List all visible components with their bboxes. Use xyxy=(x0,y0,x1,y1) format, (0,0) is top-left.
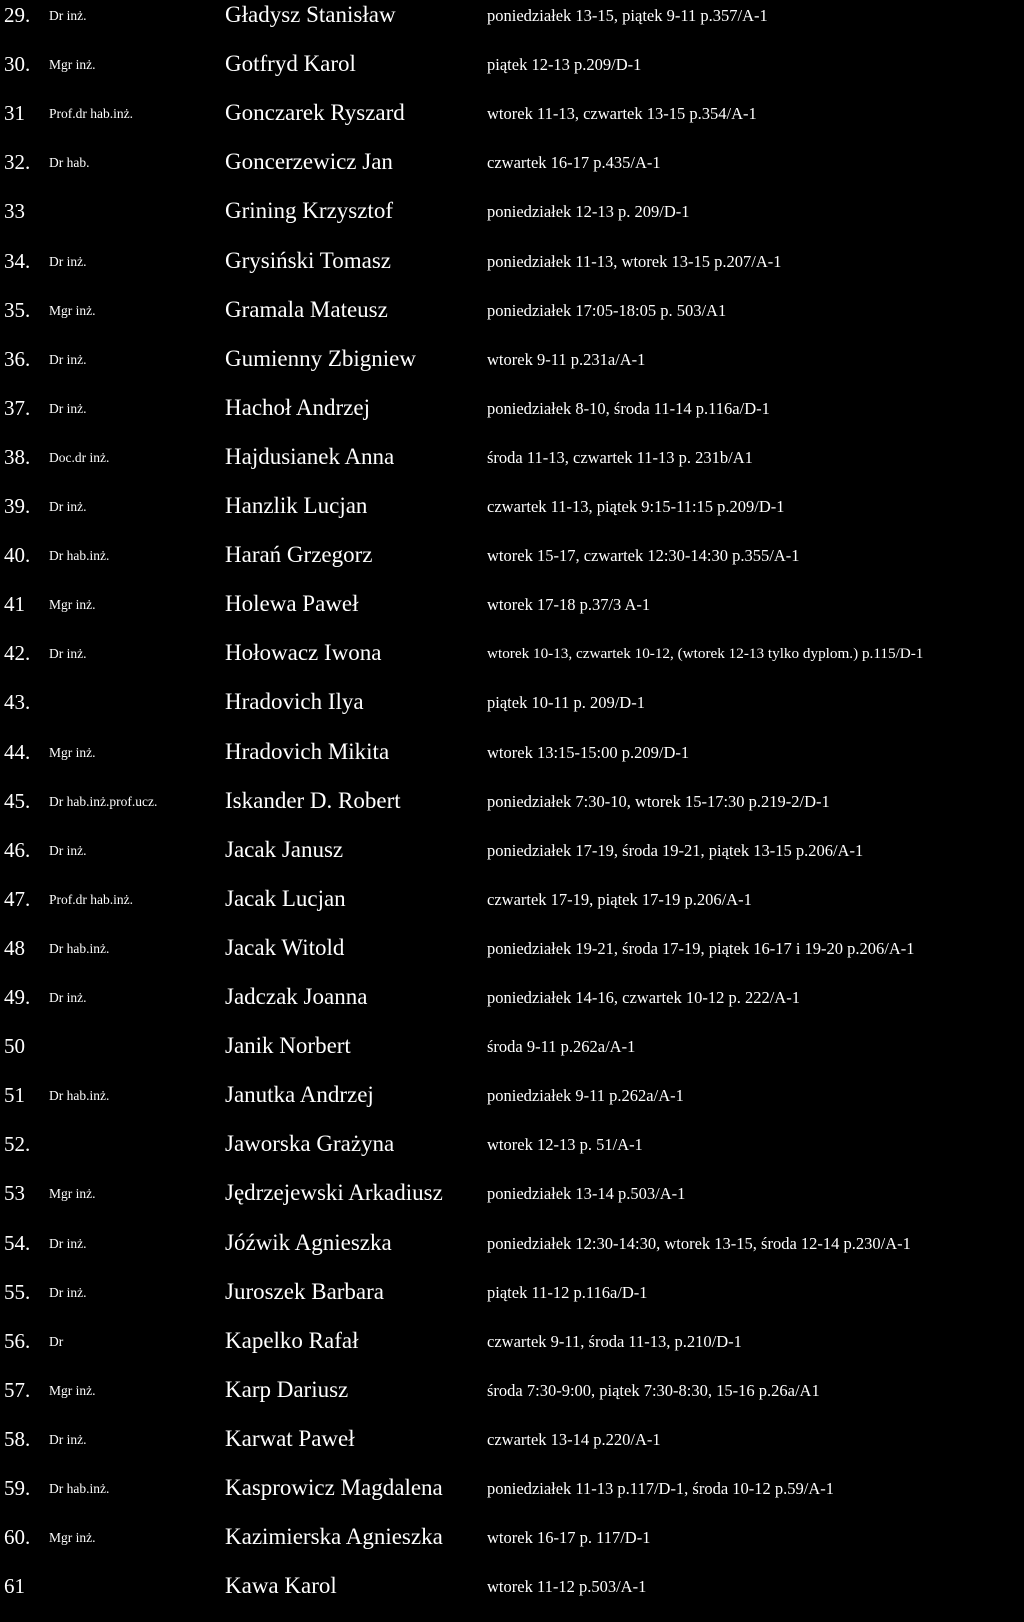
row-number: 46. xyxy=(4,837,31,862)
consultation-hours: poniedziałek 8-10, środa 11-14 p.116a/D-1 xyxy=(487,398,770,418)
consultation-hours: poniedziałek 7:30-10, wtorek 15-17:30 p.219-2/D-1 xyxy=(487,791,830,811)
table-row xyxy=(0,739,1024,787)
academic-title: Prof.dr hab.inż. xyxy=(49,106,133,122)
staff-name: Jacak Lucjan xyxy=(225,885,346,911)
staff-name: Iskander D. Robert xyxy=(225,787,401,813)
table-row xyxy=(0,689,1024,737)
row-number: 34. xyxy=(4,248,31,273)
staff-name: Grysiński Tomasz xyxy=(225,247,391,273)
staff-name: Hachoł Andrzej xyxy=(225,394,370,420)
consultation-hours: poniedziałek 11-13, wtorek 13-15 p.207/A-1 xyxy=(487,251,782,271)
consultation-hours: środa 11-13, czwartek 11-13 p. 231b/A1 xyxy=(487,447,753,467)
table-row xyxy=(0,51,1024,99)
table-row xyxy=(0,1180,1024,1228)
academic-title: Dr hab.inż.prof.ucz. xyxy=(49,793,158,809)
consultation-hours: czwartek 16-17 p.435/A-1 xyxy=(487,153,661,173)
table-row xyxy=(0,1328,1024,1376)
staff-name: Hradovich Mikita xyxy=(225,738,390,764)
table-row xyxy=(0,395,1024,443)
consultation-hours: wtorek 11-12 p.503/A-1 xyxy=(487,1577,647,1597)
academic-title: Dr inż. xyxy=(49,499,87,514)
staff-name: Karwat Paweł xyxy=(225,1425,355,1451)
row-number: 48 xyxy=(4,935,25,960)
consultation-hours: poniedziałek 17-19, środa 19-21, piątek 13-15 p.206/A-1 xyxy=(487,840,864,860)
consultation-hours: wtorek 10-13, czwartek 10-12, (wtorek 12-13 tylko dyplom.) p.115/D-1 xyxy=(487,645,924,663)
staff-name: Jacak Janusz xyxy=(225,836,344,862)
academic-title: Dr inż. xyxy=(49,1235,87,1251)
academic-title: Dr xyxy=(49,1333,64,1349)
consultation-hours: poniedziałek 9-11 p.262a/A-1 xyxy=(487,1086,684,1106)
row-number: 54. xyxy=(4,1230,31,1255)
academic-title: Mgr inż. xyxy=(49,57,96,73)
staff-name: Jóźwik Agnieszka xyxy=(225,1229,392,1255)
table-row xyxy=(0,297,1024,345)
table-row xyxy=(0,1033,1024,1081)
row-number: 57. xyxy=(4,1377,31,1402)
table-row xyxy=(0,886,1024,934)
table-row xyxy=(0,149,1024,197)
row-number: 51 xyxy=(4,1083,25,1108)
staff-name: Jacak Witold xyxy=(225,934,345,960)
table-row xyxy=(0,493,1024,541)
consultation-hours: poniedziałek 12-13 p. 209/D-1 xyxy=(487,202,690,222)
row-number: 60. xyxy=(4,1525,31,1550)
row-number: 42. xyxy=(4,641,31,666)
staff-name: Janutka Andrzej xyxy=(225,1082,374,1108)
academic-title: Dr inż. xyxy=(49,1284,87,1300)
academic-title: Mgr inż. xyxy=(49,744,96,760)
consultation-hours: poniedziałek 13-15, piątek 9-11 p.357/A-1 xyxy=(487,6,768,25)
row-number: 39. xyxy=(4,494,31,518)
academic-title: Dr inż. xyxy=(49,842,87,858)
staff-name: Jaworska Grażyna xyxy=(225,1131,395,1157)
staff-name: Gumienny Zbigniew xyxy=(225,345,416,371)
staff-name: Holewa Paweł xyxy=(225,591,359,617)
staff-name: Jędrzejewski Arkadiusz xyxy=(225,1180,443,1206)
table-row xyxy=(0,1230,1024,1278)
table-row xyxy=(0,935,1024,983)
consultation-hours: środa 7:30-9:00, piątek 7:30-8:30, 15-16 p.26a/A1 xyxy=(487,1380,820,1400)
table-row xyxy=(0,788,1024,836)
consultation-hours: piątek 11-12 p.116a/D-1 xyxy=(487,1282,648,1302)
academic-title: Dr hab.inż. xyxy=(49,940,110,956)
row-number: 55. xyxy=(4,1279,31,1304)
table-row xyxy=(0,198,1024,246)
consultation-hours: poniedziałek 12:30-14:30, wtorek 13-15, środa 12-14 p.230/A-1 xyxy=(487,1233,911,1253)
staff-name: Kapelko Rafał xyxy=(225,1327,359,1353)
table-row xyxy=(0,2,1024,50)
staff-name: Kazimierska Agnieszka xyxy=(225,1524,443,1550)
row-number: 35. xyxy=(4,297,31,322)
row-number: 40. xyxy=(4,543,31,568)
row-number: 30. xyxy=(4,52,31,77)
consultation-hours: wtorek 12-13 p. 51/A-1 xyxy=(487,1135,643,1155)
row-number: 33 xyxy=(4,199,25,224)
staff-name: Juroszek Barbara xyxy=(225,1278,385,1304)
row-number: 45. xyxy=(4,788,31,813)
table-row xyxy=(0,542,1024,590)
consultation-hours: wtorek 13:15-15:00 p.209/D-1 xyxy=(487,742,690,762)
table-row xyxy=(0,444,1024,492)
row-number: 44. xyxy=(4,739,31,764)
table-row xyxy=(0,1082,1024,1130)
table-row xyxy=(0,984,1024,1032)
row-number: 41 xyxy=(4,592,25,617)
row-number: 61 xyxy=(4,1574,25,1599)
consultation-hours: wtorek 15-17, czwartek 12:30-14:30 p.355/A-1 xyxy=(487,546,800,566)
consultation-hours: poniedziałek 19-21, środa 17-19, piątek 16-17 i 19-20 p.206/A-1 xyxy=(487,938,915,958)
table-row xyxy=(0,346,1024,394)
table-row xyxy=(0,1524,1024,1572)
table-row xyxy=(0,1131,1024,1179)
academic-title: Mgr inż. xyxy=(49,1530,96,1546)
academic-title: Dr inż. xyxy=(49,400,87,416)
row-number: 43. xyxy=(4,690,31,715)
consultation-hours: poniedziałek 13-14 p.503/A-1 xyxy=(487,1184,686,1204)
table-row xyxy=(0,1279,1024,1327)
academic-title: Mgr inż. xyxy=(49,302,96,318)
academic-title: Dr hab. xyxy=(49,155,90,171)
row-number: 47. xyxy=(4,886,31,911)
academic-title: Doc.dr inż. xyxy=(49,449,110,465)
staff-name: Gramala Mateusz xyxy=(225,296,388,322)
consultation-hours: poniedziałek 17:05-18:05 p. 503/A1 xyxy=(487,300,727,320)
row-number: 36. xyxy=(4,346,31,371)
consultation-hours: czwartek 13-14 p.220/A-1 xyxy=(487,1429,661,1449)
table-row xyxy=(0,100,1024,148)
staff-name: Kawa Karol xyxy=(225,1573,337,1599)
academic-title: Dr hab.inż. xyxy=(49,548,110,564)
staff-name: Hradovich Ilya xyxy=(225,689,364,715)
academic-title: Dr hab.inż. xyxy=(49,1481,110,1496)
staff-name: Karp Dariusz xyxy=(225,1376,349,1402)
academic-title: Mgr inż. xyxy=(49,597,96,613)
consultation-hours: wtorek 9-11 p.231a/A-1 xyxy=(487,349,646,369)
consultation-hours: wtorek 11-13, czwartek 13-15 p.354/A-1 xyxy=(487,104,757,124)
consultation-hours: wtorek 16-17 p. 117/D-1 xyxy=(487,1528,651,1548)
row-number: 53 xyxy=(4,1181,25,1206)
consultation-hours: piątek 10-11 p. 209/D-1 xyxy=(487,693,645,713)
row-number: 56. xyxy=(4,1328,31,1353)
row-number: 31 xyxy=(4,101,25,126)
staff-name: Goncerzewicz Jan xyxy=(225,149,393,175)
staff-name: Jadczak Joanna xyxy=(225,984,368,1009)
row-number: 50 xyxy=(4,1034,25,1059)
consultation-hours: wtorek 17-18 p.37/3 A-1 xyxy=(487,595,651,615)
row-number: 29. xyxy=(4,3,31,27)
academic-title: Dr inż. xyxy=(49,990,87,1005)
row-number: 49. xyxy=(4,985,31,1009)
staff-name: Gotfryd Karol xyxy=(225,51,356,77)
academic-title: Dr inż. xyxy=(49,8,87,23)
consultation-hours: poniedziałek 11-13 p.117/D-1, środa 10-12 p.59/A-1 xyxy=(487,1479,835,1498)
consultation-hours: czwartek 9-11, środa 11-13, p.210/D-1 xyxy=(487,1331,742,1351)
table-row xyxy=(0,640,1024,688)
table-row xyxy=(0,837,1024,885)
academic-title: Mgr inż. xyxy=(49,1382,96,1398)
staff-name: Gonczarek Ryszard xyxy=(225,100,405,126)
staff-name: Kasprowicz Magdalena xyxy=(225,1475,443,1500)
row-number: 38. xyxy=(4,444,31,469)
staff-name: Hanzlik Lucjan xyxy=(225,493,368,518)
academic-title: Mgr inż. xyxy=(49,1186,96,1202)
staff-name: Gładysz Stanisław xyxy=(225,2,396,27)
academic-title: Dr inż. xyxy=(49,351,87,367)
consultation-hours: czwartek 17-19, piątek 17-19 p.206/A-1 xyxy=(487,889,752,909)
consultation-hours: czwartek 11-13, piątek 9:15-11:15 p.209/D-1 xyxy=(487,497,785,516)
staff-name: Harań Grzegorz xyxy=(225,542,373,568)
table-row xyxy=(0,591,1024,639)
consultation-hours: piątek 12-13 p.209/D-1 xyxy=(487,55,642,75)
academic-title: Dr inż. xyxy=(49,646,87,662)
table-row xyxy=(0,1573,1024,1621)
staff-name: Hajdusianek Anna xyxy=(225,443,395,469)
staff-name: Hołowacz Iwona xyxy=(225,640,382,666)
row-number: 59. xyxy=(4,1476,31,1500)
academic-title: Prof.dr hab.inż. xyxy=(49,891,133,907)
table-row xyxy=(0,248,1024,296)
academic-title: Dr inż. xyxy=(49,253,87,269)
consultation-hours: poniedziałek 14-16, czwartek 10-12 p. 222/A-1 xyxy=(487,988,800,1007)
table-row xyxy=(0,1377,1024,1425)
table-row xyxy=(0,1426,1024,1474)
row-number: 58. xyxy=(4,1426,31,1451)
consultation-hours: środa 9-11 p.262a/A-1 xyxy=(487,1037,636,1057)
staff-name: Janik Norbert xyxy=(225,1033,351,1059)
row-number: 52. xyxy=(4,1132,31,1157)
table-row xyxy=(0,1475,1024,1523)
academic-title: Dr hab.inż. xyxy=(49,1088,110,1104)
row-number: 32. xyxy=(4,150,31,175)
staff-name: Grining Krzysztof xyxy=(225,198,393,224)
row-number: 37. xyxy=(4,395,31,420)
academic-title: Dr inż. xyxy=(49,1431,87,1447)
